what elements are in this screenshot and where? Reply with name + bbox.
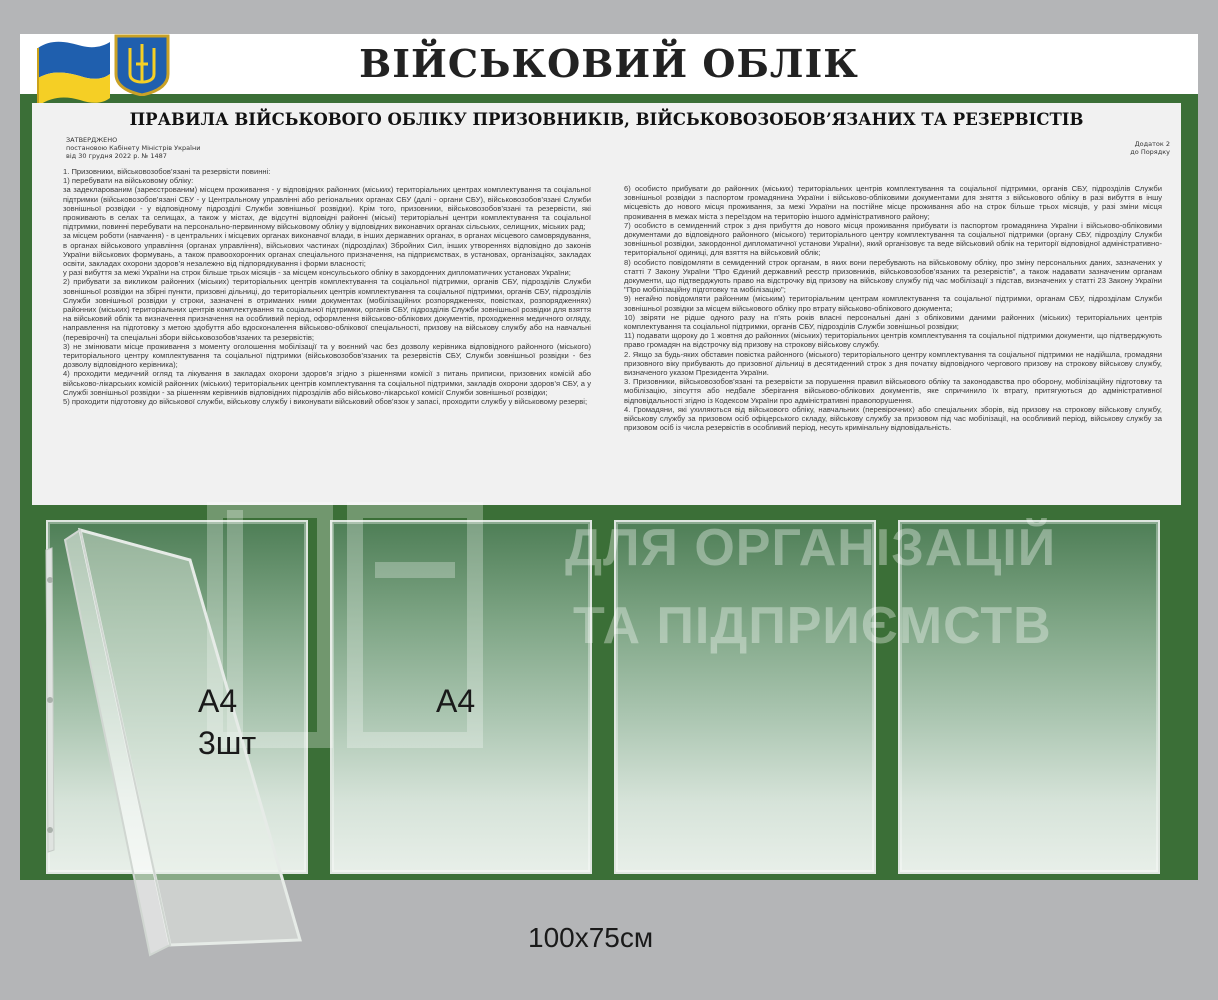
stand-size-label: 100х75см bbox=[528, 922, 654, 953]
open-pocket-door bbox=[40, 500, 340, 960]
ukraine-flag-icon bbox=[32, 34, 112, 114]
page-title: ВІЙСЬКОВИЙ ОБЛІК bbox=[359, 41, 859, 86]
rules-title: ПРАВИЛА ВІЙСЬКОВОГО ОБЛІКУ ПРИЗОВНИКІВ, ВІЙСЬКОВОЗОБОВ’ЯЗАНИХ ТА РЕЗЕРВІСТІВ bbox=[129, 110, 1084, 129]
trident-icon bbox=[112, 34, 172, 96]
appendix-note: Додаток 2 до Порядку bbox=[1130, 140, 1170, 156]
pocket-1-count-label: 3шт bbox=[198, 725, 257, 761]
rules-column-left: 1. Призовники, військовозобов’язані та резервісти повинні: 1) перебувати на військовому обліку: за задекларованим (зареєстрованим) місцем проживання - у відповідних районних (міських) територіальних центрах комплектування та соціальної підтримки (військовозобов’язані СБУ - у Центральному управлінні або регіональних органах СБУ (далі - органи СБУ), військовозобов’язані Служби зовнішньої розвідки - у відповідному підрозділі Служби зовнішньої розвідки). Крім того, призовники, військовозобов’язані та резервісти, які проживають в селах та селищах, а також у містах, де відсутні відповідні районні (міські) територіальні центри комплектування та соціальної підтримки, повинні перебувати на персонально-первинному військовому обліку у відповідних виконавчих органах сільських, селищних, міських рад; за місцем роботи (навчання) - в центральних і місцевих органах виконавчої влади, в інших державних органах, в органах місцевого самоврядування, в органах військового управління (органах управління), військових частинах (підрозділах) Збройних Сил, інших утвореннях відповідно до законів України військових формувань, а також правоохоронних органах спеціального призначення, на підприємствах, в установах, організаціях, закладах освіти, закладах охорони здоров’я незалежно від підпорядкування і форми власності; у разі вибуття за межі України на строк більше трьох місяців - за місцем консульського обліку в закордонних дипломатичних установах України; 2) прибувати за викликом районних (міських) територіальних центрів комплектування та соціальної підтримки, органів СБУ, підрозділів Служби зовнішньої розвідки на збірні пункти, призовні дільниці, до територіальних центрів комплектування та соціальної підтримки, органів СБУ, підрозділів Служби зовнішньої розвідки у строки, зазначені в отриманих ними документах (мобілізаційних розпорядженнях, повістках, розпорядженнях) районних (міських) територіальних центрів комплектування та соціальної підтримки, органів СБУ, підрозділів Служби зовнішньої розвідки для взяття на військовий облік та визначення призначення на особливий період, оформлення військово-облікових документів, проходження медичного огляду, направлення на підготовку з метою здобуття або вдосконалення військово-облікової спеціальності, призову на військову службу або на навчальні (перевірочні) та спеціальні збори військовозобов’язаних та резервістів; 3) не змінювати місце проживання з моменту оголошення мобілізації та у воєнний час без дозволу керівника відповідного районного (міського) територіального центру комплектування та соціальної підтримки (військовозобов’язаних та резервістів СБУ, Служби зовнішньої розвідки - без дозволу відповідного керівника); 4) проходити медичний огляд та лікування в закладах охорони здоров’я згідно з рішеннями комісії з питань приписки, призовних комісій або військово-лікарських комісій районних (міських) територіальних центрів комплектування та соціальної підтримки, закладів охорони здоров’я СБУ, а у Службі зовнішньої розвідки - за рішенням керівників відповідних підрозділів або військово-лікарської комісії Служби зовнішньої розвідки; 5) проходити підготовку до військової служби, військову службу і виконувати військовий обов’язок у запасі, проходити службу у військовому резерві; bbox=[63, 167, 591, 407]
rules-column-right: 6) особисто прибувати до районних (міських) територіальних центрів комплектування та соціальної підтримки, органів СБУ, підрозділів Служби зовнішньої розвідки з паспортом громадянина України і військово-обліковими документами для зняття з військового обліку в разі вибуття в іншу місцевість до нового місця проживання, за межі України на постійне місце проживання або на строк більше трьох місяців, у разі зміни місця проживання в межах міста з переїздом на територію іншого адміністративного району; 7) особисто в семиденний строк з дня прибуття до нового місця проживання прибувати із паспортом громадянина України і військово-обліковими документами до відповідного районного (міського) територіального центру комплектування та соціальної підтримки (органу СБУ, підрозділу Служби зовнішньої розвідки, закордонної дипломатичної установи України), який організовує та веде військовий облік на території відповідної адміністративно-територіальної одиниці, для взяття на військовий облік; 8) особисто повідомляти в семиденний строк органам, в яких вони перебувають на військовому обліку, про зміну персональних даних, зазначених у статті 7 Закону України "Про Єдиний державний реєстр призовників, військовозобов’язаних та резервістів", а також надавати зазначеним органам документи, що підтверджують право на відстрочку від призову на військову службу під час мобілізації з підстав, визначених у статті 23 Закону України "Про мобілізаційну підготовку та мобілізацію"; 9) негайно повідомляти районним (міським) територіальним центрам комплектування та соціальної підтримки, органам СБУ, підрозділам Служби зовнішньої розвідки за місцем військового обліку про втрату військово-облікового документа; 10) звіряти не рідше одного разу на п’ять років власні персональні дані з обліковими даними районних (міських) територіальних центрів комплектування та соціальної підтримки, органів СБУ, підрозділів Служби зовнішньої розвідки; 11) подавати щороку до 1 жовтня до районних (міських) територіальних центрів комплектування та соціальної підтримки документи, що підтверджують право громадян на відстрочку від призову на строкову військову службу. 2. Якщо за будь-яких обставин повістка районного (міського) територіального центру комплектування та соціальної підтримки не надійшла, громадяни призовного віку прибувають до призовної дільниці в десятиденний строк з дня початку відповідного чергового призову на строкову військову службу, визначеного указом Президента України. 3. Призовники, військовозобов’язані та резервісти за порушення правил військового обліку та законодавства про оборону, мобілізаційну підготовку та мобілізацію, зіпсуття або недбале зберігання військово-облікових документів, яке спричинило їх втрату, притягуються до адміністративної відповідальності згідно із Кодексом України про адміністративні правопорушення. 4. Громадяни, які ухиляються від військового обліку, навчальних (перевірочних) або спеціальних зборів, від призову на строкову військову службу, військову службу за призовом осіб офіцерського складу, військову службу за призовом під час мобілізації, на особливий період, військову службу за призовом осіб із числа резервістів в особливий період, несуть кримінальну відповідальність. bbox=[624, 184, 1162, 433]
pocket-2-size-label: A4 bbox=[436, 683, 476, 719]
watermark-line-2: ТА ПІДПРИЄМСТВ bbox=[573, 597, 1052, 655]
pocket-1-size-label: A4 bbox=[198, 683, 238, 719]
watermark-line-1: ДЛЯ ОРГАНІЗАЦІЙ bbox=[565, 519, 1057, 577]
approval-note: ЗАТВЕРДЖЕНО постановою Кабінету Міністрів України від 30 грудня 2022 р. № 1487 bbox=[66, 136, 201, 160]
